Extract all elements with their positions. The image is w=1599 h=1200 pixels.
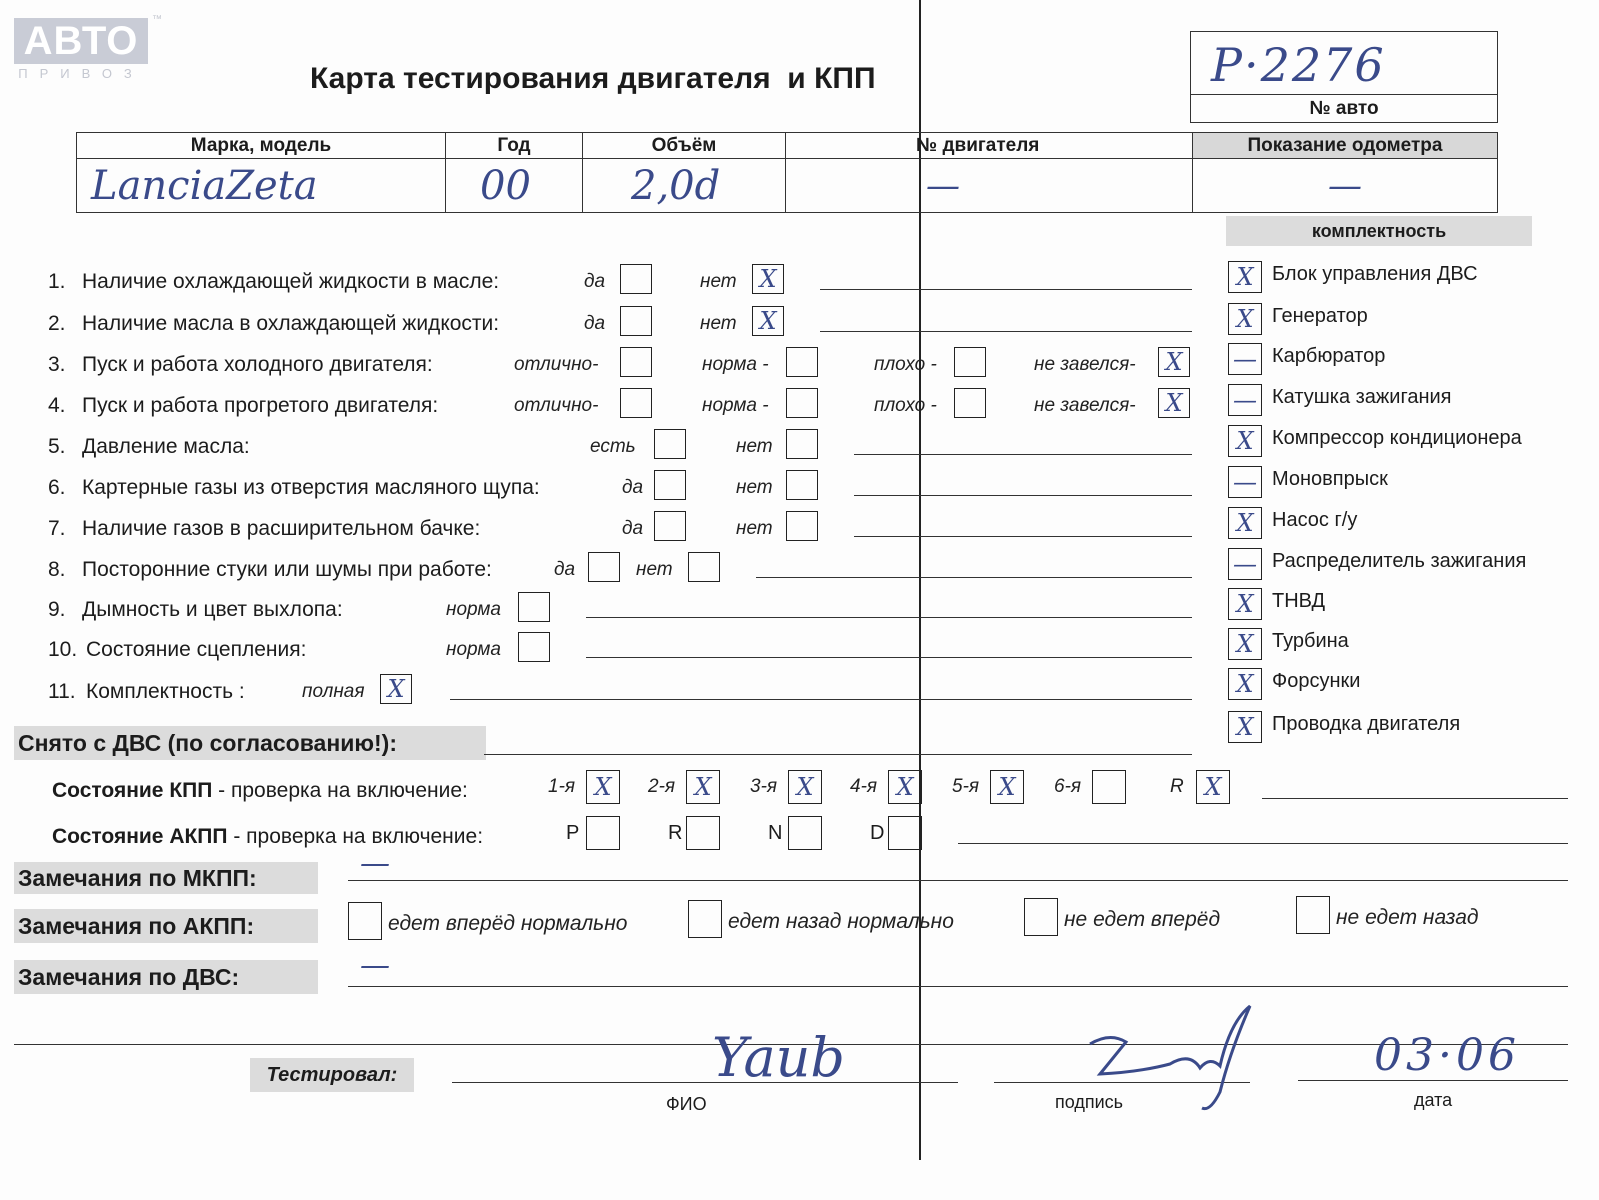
mkpp-remarks-label: Замечания по МКПП: <box>14 862 318 894</box>
car-number-label: № авто <box>1309 98 1379 119</box>
check-option-label: нет <box>700 271 737 292</box>
completeness-label: Насос г/у <box>1272 509 1358 531</box>
gear-label: 5-я <box>952 776 980 797</box>
gear-mark: X <box>896 773 914 801</box>
completeness-mark: X <box>1236 713 1254 741</box>
check-option-mark <box>787 512 817 540</box>
check-option-box[interactable] <box>786 511 818 541</box>
check-number: 11. <box>48 680 76 703</box>
col-brand-label: Марка, модель <box>77 133 446 159</box>
check-number: 1. <box>48 270 66 293</box>
header-table <box>76 132 1498 213</box>
gear-box[interactable] <box>788 770 822 804</box>
removed-label: Снято с ДВС (по согласованию!): <box>14 726 486 760</box>
check-option-label: нет <box>636 559 673 580</box>
check-answer-line <box>586 617 1192 618</box>
car-number-value: P·2276 <box>1211 38 1386 92</box>
check-option-box[interactable] <box>518 592 550 622</box>
gear-box[interactable] <box>888 770 922 804</box>
completeness-mark: X <box>1236 509 1254 537</box>
check-option-mark <box>589 553 619 581</box>
completeness-label: Карбюратор <box>1272 345 1386 367</box>
akpp-remark-label: едет вперёд нормально <box>388 912 628 935</box>
check-option-box[interactable] <box>688 552 720 582</box>
odometer-value: — <box>1328 165 1362 206</box>
akpp-mode-label: R <box>668 822 683 844</box>
check-option-box[interactable] <box>620 306 652 336</box>
check-option-label: нет <box>736 477 773 498</box>
completeness-checkbox[interactable] <box>1228 466 1262 498</box>
gear-mark: X <box>796 773 814 801</box>
check-option-box[interactable] <box>380 674 412 704</box>
check-text: Посторонние стуки или шумы при работе: <box>82 558 492 581</box>
check-option-label: нет <box>700 313 737 334</box>
check-text: Наличие масла в охлаждающей жидкости: <box>82 312 500 335</box>
check-option-mark <box>689 553 719 581</box>
completeness-mark: X <box>1236 427 1254 455</box>
col-year-label: Год <box>446 133 583 159</box>
fio-caption: ФИО <box>666 1094 707 1114</box>
date-caption: дата <box>1414 1090 1453 1110</box>
check-option-label: плохо - <box>874 395 937 416</box>
check-number: 10. <box>48 638 78 661</box>
check-text: Наличие охлаждающей жидкости в масле: <box>82 270 500 293</box>
completeness-mark: X <box>1236 590 1254 618</box>
check-option-box[interactable] <box>654 429 686 459</box>
year-value: 00 <box>480 162 531 209</box>
completeness-mark: — <box>1233 468 1257 496</box>
check-option-label: норма - <box>702 395 769 416</box>
check-option-mark <box>655 471 685 499</box>
check-answer-line <box>820 331 1192 332</box>
kpp-line <box>1262 798 1568 799</box>
check-number: 8. <box>48 558 66 581</box>
check-option-label: норма - <box>702 354 769 375</box>
check-option-box[interactable] <box>1158 388 1190 418</box>
gear-label: R <box>1170 776 1184 797</box>
completeness-mark: — <box>1233 386 1257 414</box>
check-option-mark <box>519 633 549 661</box>
check-option-mark <box>787 348 817 376</box>
check-number: 9. <box>48 598 66 621</box>
check-option-mark <box>655 512 685 540</box>
check-number: 5. <box>48 435 66 458</box>
completeness-label: Генератор <box>1272 305 1368 327</box>
completeness-checkbox[interactable] <box>1228 384 1262 416</box>
check-number: 2. <box>48 312 66 335</box>
check-text: Пуск и работа прогретого двигателя: <box>82 394 439 417</box>
check-text: Картерные газы из отверстия масляного щупа: <box>82 476 540 499</box>
check-number: 7. <box>48 517 66 540</box>
dvs-remarks-value: — <box>360 948 390 983</box>
check-option-box[interactable] <box>954 347 986 377</box>
check-number: 4. <box>48 394 66 417</box>
completeness-label: ТНВД <box>1272 590 1326 612</box>
gear-label: 4-я <box>850 776 878 797</box>
page-title: Карта тестирования двигателя и КПП <box>310 62 876 95</box>
check-option-box[interactable] <box>752 264 784 294</box>
completeness-checkbox[interactable] <box>1228 303 1262 335</box>
brand-value-cell <box>77 159 446 213</box>
check-option-label: да <box>584 271 606 292</box>
completeness-mark: X <box>1236 670 1254 698</box>
check-option-box[interactable] <box>620 388 652 418</box>
check-option-label: норма <box>446 639 501 660</box>
akpp-mode-label: N <box>768 822 783 844</box>
mkpp-remarks-value: — <box>360 846 390 881</box>
check-option-box[interactable] <box>620 347 652 377</box>
check-answer-line <box>854 454 1192 455</box>
car-number-box <box>1190 31 1498 123</box>
completeness-checkbox[interactable] <box>1228 628 1262 660</box>
completeness-checkbox[interactable] <box>1228 507 1262 539</box>
check-option-label: не завелся- <box>1034 395 1136 416</box>
completeness-title: комплектность <box>1226 216 1532 246</box>
check-option-mark <box>519 593 549 621</box>
check-option-mark: X <box>759 265 777 293</box>
check-option-mark <box>621 265 651 293</box>
check-option-mark <box>621 389 651 417</box>
gear-mark: X <box>694 773 712 801</box>
completeness-mark: X <box>1236 305 1254 333</box>
check-answer-line <box>854 536 1192 537</box>
engine-value: — <box>926 165 960 206</box>
akpp-remark-box[interactable] <box>688 900 722 938</box>
dvs-line <box>348 986 1568 987</box>
check-option-box[interactable] <box>1158 347 1190 377</box>
completeness-checkbox[interactable] <box>1228 261 1262 293</box>
check-option-label: норма <box>446 599 501 620</box>
brand-value: LanciaZeta <box>91 162 318 209</box>
check-option-mark <box>621 348 651 376</box>
gear-label: 6-я <box>1054 776 1082 797</box>
completeness-label: Турбина <box>1272 630 1349 652</box>
check-option-box[interactable] <box>518 632 550 662</box>
gear-box[interactable] <box>1196 770 1230 804</box>
mkpp-line <box>348 880 1568 881</box>
akpp-remarks-label: Замечания по АКПП: <box>14 909 318 943</box>
fio-value: Yaub <box>712 1026 845 1089</box>
completeness-label: Форсунки <box>1272 670 1361 692</box>
logo-main: АВТО <box>14 18 148 64</box>
check-option-box[interactable] <box>786 429 818 459</box>
gear-label: 2-я <box>648 776 676 797</box>
completeness-label: Компрессор кондиционера <box>1272 427 1522 449</box>
check-text: Давление масла: <box>82 435 250 458</box>
akpp-mode-box[interactable] <box>888 816 922 850</box>
dvs-remarks-label: Замечания по ДВС: <box>14 960 318 994</box>
logo <box>14 14 162 81</box>
check-option-box[interactable] <box>654 470 686 500</box>
akpp-mode-box[interactable] <box>788 816 822 850</box>
check-option-mark: X <box>759 307 777 335</box>
logo-sub: ПРИВОЗ <box>18 66 144 81</box>
gear-box[interactable] <box>586 770 620 804</box>
akpp-remark-label: не едет вперёд <box>1064 908 1221 931</box>
check-option-label: есть <box>590 436 636 457</box>
fio-line <box>452 1082 958 1083</box>
check-option-box[interactable] <box>786 347 818 377</box>
completeness-label: Моновпрыск <box>1272 468 1388 490</box>
odometer-value-cell <box>1193 159 1498 213</box>
akpp-mode-label: D <box>870 822 885 844</box>
removed-line <box>484 754 1192 755</box>
check-option-label: не завелся- <box>1034 354 1136 375</box>
check-number: 6. <box>48 476 66 499</box>
check-option-box[interactable] <box>588 552 620 582</box>
engine-value-cell <box>786 159 1193 213</box>
date-value: 03·06 <box>1374 1030 1520 1081</box>
akpp-mode-label: P <box>566 822 580 844</box>
gear-label: 1-я <box>548 776 576 797</box>
akpp-remark-label: не едет назад <box>1336 906 1479 929</box>
gear-mark: X <box>998 773 1016 801</box>
completeness-mark: — <box>1233 550 1257 578</box>
check-answer-line <box>450 699 1192 700</box>
check-text: Состояние сцепления: <box>86 638 307 661</box>
check-option-label: полная <box>302 681 365 702</box>
logo-tm: ™ <box>152 14 162 25</box>
tested-label: Тестировал: <box>250 1058 414 1092</box>
col-engine-label: № двигателя <box>786 133 1193 159</box>
check-option-box[interactable] <box>620 264 652 294</box>
check-option-mark: X <box>1165 389 1183 417</box>
check-option-mark <box>787 471 817 499</box>
gear-box[interactable] <box>686 770 720 804</box>
year-value-cell <box>446 159 583 213</box>
check-option-box[interactable] <box>786 388 818 418</box>
akpp-line <box>958 843 1568 844</box>
completeness-mark: X <box>1236 630 1254 658</box>
kpp-label: Состояние КПП - проверка на включение: <box>52 779 468 802</box>
check-option-box[interactable] <box>954 388 986 418</box>
akpp-label: Состояние АКПП - проверка на включение: <box>52 825 484 848</box>
completeness-mark: X <box>1236 263 1254 291</box>
completeness-label: Катушка зажигания <box>1272 386 1452 408</box>
akpp-remark-box[interactable] <box>1296 896 1330 934</box>
completeness-checkbox[interactable] <box>1228 548 1262 580</box>
completeness-checkbox[interactable] <box>1228 668 1262 700</box>
check-option-label: да <box>622 477 644 498</box>
check-option-mark <box>655 430 685 458</box>
sign-caption: подпись <box>1055 1092 1124 1112</box>
completeness-label: Блок управления ДВС <box>1272 263 1478 285</box>
check-text: Дымность и цвет выхлопа: <box>82 598 343 621</box>
check-option-label: нет <box>736 518 773 539</box>
col-volume-label: Объём <box>583 133 786 159</box>
check-option-box[interactable] <box>786 470 818 500</box>
gear-label: 3-я <box>750 776 778 797</box>
check-text: Пуск и работа холодного двигателя: <box>82 353 433 376</box>
check-text: Комплектность : <box>86 680 245 703</box>
akpp-remark-box[interactable] <box>1024 898 1058 936</box>
completeness-label: Распределитель зажигания <box>1272 550 1527 572</box>
gear-mark: X <box>1204 773 1222 801</box>
check-answer-line <box>854 495 1192 496</box>
completeness-checkbox[interactable] <box>1228 343 1262 375</box>
check-number: 3. <box>48 353 66 376</box>
check-text: Наличие газов в расширительном бачке: <box>82 517 481 540</box>
akpp-remark-label: едет назад нормально <box>728 910 954 933</box>
check-option-mark <box>621 307 651 335</box>
check-option-label: отлично- <box>514 395 599 416</box>
completeness-checkbox[interactable] <box>1228 425 1262 457</box>
akpp-mode-box[interactable] <box>586 816 620 850</box>
check-option-label: да <box>622 518 644 539</box>
completeness-label: Проводка двигателя <box>1272 713 1461 735</box>
gear-box[interactable] <box>990 770 1024 804</box>
check-answer-line <box>756 577 1192 578</box>
car-number-divider <box>1191 94 1497 95</box>
volume-value-cell <box>583 159 786 213</box>
completeness-checkbox[interactable] <box>1228 588 1262 620</box>
completeness-mark: — <box>1233 345 1257 373</box>
completeness-checkbox[interactable] <box>1228 711 1262 743</box>
check-option-label: да <box>584 313 606 334</box>
check-option-mark <box>787 430 817 458</box>
check-answer-line <box>820 289 1192 290</box>
akpp-mode-box[interactable] <box>686 816 720 850</box>
check-option-box[interactable] <box>752 306 784 336</box>
akpp-remark-box[interactable] <box>348 902 382 940</box>
check-option-label: отлично- <box>514 354 599 375</box>
check-option-mark <box>955 389 985 417</box>
check-option-mark: X <box>387 675 405 703</box>
gear-mark: X <box>594 773 612 801</box>
gear-box[interactable] <box>1092 770 1126 804</box>
check-option-mark <box>787 389 817 417</box>
gear-mark <box>1093 771 1125 803</box>
check-option-label: да <box>554 559 576 580</box>
check-option-box[interactable] <box>654 511 686 541</box>
col-odometer-label: Показание одометра <box>1193 133 1498 159</box>
check-option-label: плохо - <box>874 354 937 375</box>
volume-value: 2,0d <box>631 162 721 209</box>
check-option-mark <box>955 348 985 376</box>
check-answer-line <box>586 657 1192 658</box>
check-option-mark: X <box>1165 348 1183 376</box>
check-option-label: нет <box>736 436 773 457</box>
